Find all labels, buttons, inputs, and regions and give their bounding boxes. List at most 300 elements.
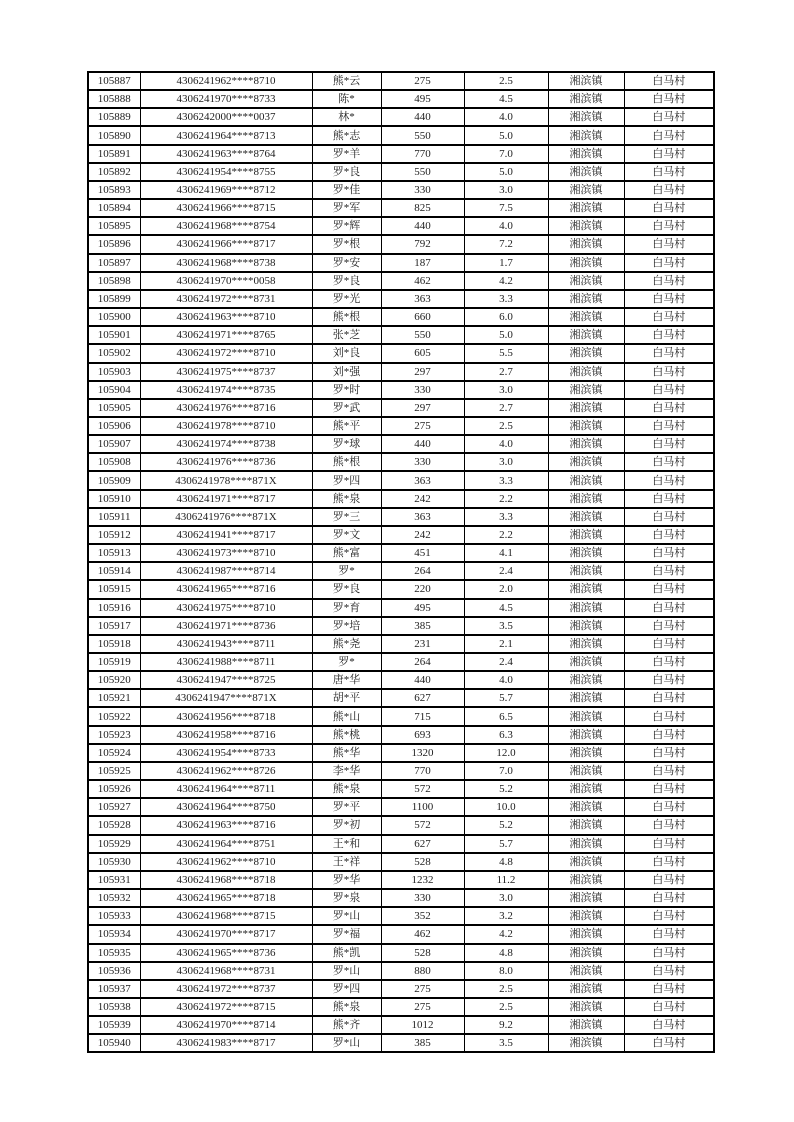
cell-area: 6.5: [464, 707, 548, 725]
cell-amount: 627: [381, 835, 464, 853]
cell-name: 熊*泉: [312, 998, 381, 1016]
cell-sequence: 105916: [88, 599, 140, 617]
cell-sequence: 105904: [88, 381, 140, 399]
cell-sequence: 105898: [88, 272, 140, 290]
cell-village: 白马村: [624, 562, 714, 580]
table-row: [88, 417, 714, 435]
cell-id_number: 4306241962****8710: [140, 853, 312, 871]
cell-amount: 297: [381, 399, 464, 417]
cell-name: 熊*云: [312, 72, 381, 90]
table-row: [88, 199, 714, 217]
cell-id_number: 4306241970****8714: [140, 1016, 312, 1034]
cell-id_number: 4306241970****8733: [140, 90, 312, 108]
cell-amount: 385: [381, 1034, 464, 1052]
cell-name: 罗*文: [312, 526, 381, 544]
table-row: [88, 471, 714, 489]
cell-id_number: 4306241972****8710: [140, 344, 312, 362]
cell-village: 白马村: [624, 435, 714, 453]
cell-amount: 275: [381, 417, 464, 435]
table-row: [88, 181, 714, 199]
table-row: [88, 871, 714, 889]
table-row: [88, 344, 714, 362]
table-row: [88, 744, 714, 762]
cell-area: 2.5: [464, 417, 548, 435]
table-row: [88, 435, 714, 453]
cell-name: 熊*平: [312, 417, 381, 435]
cell-amount: 242: [381, 526, 464, 544]
cell-sequence: 105911: [88, 508, 140, 526]
cell-sequence: 105905: [88, 399, 140, 417]
cell-area: 4.2: [464, 925, 548, 943]
cell-amount: 825: [381, 199, 464, 217]
cell-id_number: 4306241971****8736: [140, 617, 312, 635]
table-row: [88, 399, 714, 417]
cell-name: 熊*志: [312, 126, 381, 144]
cell-area: 3.2: [464, 907, 548, 925]
cell-amount: 451: [381, 544, 464, 562]
cell-town: 湘滨镇: [548, 1034, 624, 1052]
cell-id_number: 4306241970****8717: [140, 925, 312, 943]
cell-village: 白马村: [624, 490, 714, 508]
cell-area: 3.3: [464, 508, 548, 526]
cell-id_number: 4306241976****8736: [140, 453, 312, 471]
cell-area: 4.8: [464, 853, 548, 871]
cell-area: 4.0: [464, 217, 548, 235]
cell-sequence: 105899: [88, 290, 140, 308]
cell-town: 湘滨镇: [548, 254, 624, 272]
cell-town: 湘滨镇: [548, 544, 624, 562]
cell-amount: 440: [381, 108, 464, 126]
cell-name: 李*华: [312, 762, 381, 780]
cell-sequence: 105910: [88, 490, 140, 508]
cell-village: 白马村: [624, 889, 714, 907]
cell-amount: 220: [381, 580, 464, 598]
table-row: [88, 163, 714, 181]
cell-town: 湘滨镇: [548, 671, 624, 689]
cell-amount: 242: [381, 490, 464, 508]
cell-amount: 550: [381, 326, 464, 344]
cell-sequence: 105917: [88, 617, 140, 635]
cell-name: 罗*良: [312, 580, 381, 598]
cell-name: 罗*初: [312, 816, 381, 834]
cell-amount: 627: [381, 689, 464, 707]
cell-village: 白马村: [624, 199, 714, 217]
cell-town: 湘滨镇: [548, 780, 624, 798]
cell-village: 白马村: [624, 471, 714, 489]
cell-sequence: 105907: [88, 435, 140, 453]
table-row: [88, 308, 714, 326]
table-body: [88, 72, 714, 1052]
cell-sequence: 105912: [88, 526, 140, 544]
cell-id_number: 4306241968****8715: [140, 907, 312, 925]
cell-village: 白马村: [624, 980, 714, 998]
cell-amount: 550: [381, 126, 464, 144]
cell-amount: 275: [381, 998, 464, 1016]
cell-area: 4.5: [464, 90, 548, 108]
cell-village: 白马村: [624, 798, 714, 816]
cell-village: 白马村: [624, 580, 714, 598]
cell-town: 湘滨镇: [548, 889, 624, 907]
cell-area: 3.0: [464, 181, 548, 199]
cell-area: 5.7: [464, 689, 548, 707]
cell-village: 白马村: [624, 217, 714, 235]
cell-village: 白马村: [624, 762, 714, 780]
cell-town: 湘滨镇: [548, 907, 624, 925]
cell-sequence: 105890: [88, 126, 140, 144]
cell-town: 湘滨镇: [548, 689, 624, 707]
cell-village: 白马村: [624, 944, 714, 962]
cell-name: 罗*辉: [312, 217, 381, 235]
cell-area: 11.2: [464, 871, 548, 889]
cell-town: 湘滨镇: [548, 635, 624, 653]
cell-area: 4.8: [464, 944, 548, 962]
table-row: [88, 780, 714, 798]
cell-sequence: 105901: [88, 326, 140, 344]
cell-sequence: 105919: [88, 653, 140, 671]
cell-village: 白马村: [624, 925, 714, 943]
cell-area: 8.0: [464, 962, 548, 980]
cell-id_number: 4306241962****8710: [140, 72, 312, 90]
cell-town: 湘滨镇: [548, 471, 624, 489]
cell-area: 3.5: [464, 617, 548, 635]
cell-name: 罗*四: [312, 471, 381, 489]
cell-sequence: 105932: [88, 889, 140, 907]
table-row: [88, 853, 714, 871]
table-row: [88, 889, 714, 907]
cell-town: 湘滨镇: [548, 344, 624, 362]
table-row: [88, 962, 714, 980]
cell-sequence: 105914: [88, 562, 140, 580]
table-row: [88, 599, 714, 617]
cell-name: 罗*山: [312, 1034, 381, 1052]
cell-town: 湘滨镇: [548, 126, 624, 144]
cell-name: 熊*山: [312, 707, 381, 725]
cell-sequence: 105906: [88, 417, 140, 435]
cell-amount: 264: [381, 562, 464, 580]
cell-village: 白马村: [624, 181, 714, 199]
cell-id_number: 4306241947****871X: [140, 689, 312, 707]
cell-sequence: 105935: [88, 944, 140, 962]
cell-town: 湘滨镇: [548, 381, 624, 399]
cell-area: 2.2: [464, 490, 548, 508]
table-row: [88, 562, 714, 580]
cell-village: 白马村: [624, 744, 714, 762]
cell-amount: 275: [381, 72, 464, 90]
cell-id_number: 4306241978****8710: [140, 417, 312, 435]
cell-name: 罗*武: [312, 399, 381, 417]
table-row: [88, 326, 714, 344]
cell-village: 白马村: [624, 453, 714, 471]
cell-village: 白马村: [624, 653, 714, 671]
cell-town: 湘滨镇: [548, 399, 624, 417]
cell-town: 湘滨镇: [548, 762, 624, 780]
cell-village: 白马村: [624, 526, 714, 544]
cell-name: 熊*华: [312, 744, 381, 762]
cell-village: 白马村: [624, 1016, 714, 1034]
cell-village: 白马村: [624, 907, 714, 925]
cell-town: 湘滨镇: [548, 562, 624, 580]
cell-id_number: 4306241965****8718: [140, 889, 312, 907]
cell-amount: 352: [381, 907, 464, 925]
cell-area: 5.0: [464, 126, 548, 144]
cell-name: 罗*羊: [312, 145, 381, 163]
cell-sequence: 105909: [88, 471, 140, 489]
cell-village: 白马村: [624, 72, 714, 90]
table-row: [88, 272, 714, 290]
cell-name: 罗*育: [312, 599, 381, 617]
cell-name: 罗*良: [312, 163, 381, 181]
cell-amount: 1232: [381, 871, 464, 889]
cell-name: 罗*: [312, 653, 381, 671]
table-row: [88, 72, 714, 90]
cell-id_number: 4306241969****8712: [140, 181, 312, 199]
cell-amount: 440: [381, 217, 464, 235]
cell-id_number: 4306242000****0037: [140, 108, 312, 126]
cell-id_number: 4306241954****8733: [140, 744, 312, 762]
cell-id_number: 4306241964****8713: [140, 126, 312, 144]
cell-sequence: 105894: [88, 199, 140, 217]
cell-sequence: 105900: [88, 308, 140, 326]
cell-village: 白马村: [624, 707, 714, 725]
cell-id_number: 4306241962****8726: [140, 762, 312, 780]
table-row: [88, 580, 714, 598]
cell-sequence: 105895: [88, 217, 140, 235]
cell-sequence: 105923: [88, 726, 140, 744]
cell-name: 熊*根: [312, 453, 381, 471]
table-row: [88, 544, 714, 562]
table-row: [88, 381, 714, 399]
cell-amount: 297: [381, 363, 464, 381]
cell-amount: 605: [381, 344, 464, 362]
cell-id_number: 4306241964****8751: [140, 835, 312, 853]
cell-sequence: 105913: [88, 544, 140, 562]
cell-id_number: 4306241976****8716: [140, 399, 312, 417]
cell-sequence: 105921: [88, 689, 140, 707]
cell-id_number: 4306241978****871X: [140, 471, 312, 489]
cell-sequence: 105934: [88, 925, 140, 943]
cell-amount: 528: [381, 853, 464, 871]
table-row: [88, 235, 714, 253]
cell-id_number: 4306241968****8738: [140, 254, 312, 272]
cell-village: 白马村: [624, 272, 714, 290]
cell-id_number: 4306241973****8710: [140, 544, 312, 562]
cell-town: 湘滨镇: [548, 108, 624, 126]
cell-id_number: 4306241968****8731: [140, 962, 312, 980]
cell-area: 4.0: [464, 108, 548, 126]
cell-amount: 462: [381, 272, 464, 290]
cell-name: 罗*平: [312, 798, 381, 816]
cell-town: 湘滨镇: [548, 272, 624, 290]
cell-name: 王*和: [312, 835, 381, 853]
cell-village: 白马村: [624, 290, 714, 308]
cell-area: 5.2: [464, 780, 548, 798]
cell-id_number: 4306241963****8716: [140, 816, 312, 834]
cell-name: 熊*泉: [312, 780, 381, 798]
cell-amount: 275: [381, 980, 464, 998]
cell-area: 5.0: [464, 326, 548, 344]
cell-id_number: 4306241972****8715: [140, 998, 312, 1016]
cell-sequence: 105929: [88, 835, 140, 853]
cell-village: 白马村: [624, 544, 714, 562]
cell-id_number: 4306241975****8737: [140, 363, 312, 381]
cell-amount: 572: [381, 780, 464, 798]
cell-area: 2.5: [464, 72, 548, 90]
table-row: [88, 1016, 714, 1034]
cell-id_number: 4306241963****8764: [140, 145, 312, 163]
cell-amount: 792: [381, 235, 464, 253]
cell-town: 湘滨镇: [548, 835, 624, 853]
cell-name: 唐*华: [312, 671, 381, 689]
cell-village: 白马村: [624, 689, 714, 707]
cell-town: 湘滨镇: [548, 163, 624, 181]
table-row: [88, 217, 714, 235]
cell-id_number: 4306241974****8735: [140, 381, 312, 399]
cell-town: 湘滨镇: [548, 871, 624, 889]
cell-town: 湘滨镇: [548, 290, 624, 308]
cell-sequence: 105902: [88, 344, 140, 362]
cell-town: 湘滨镇: [548, 944, 624, 962]
cell-area: 7.0: [464, 145, 548, 163]
cell-sequence: 105903: [88, 363, 140, 381]
cell-id_number: 4306241965****8736: [140, 944, 312, 962]
cell-town: 湘滨镇: [548, 181, 624, 199]
cell-village: 白马村: [624, 835, 714, 853]
cell-area: 9.2: [464, 1016, 548, 1034]
cell-village: 白马村: [624, 635, 714, 653]
cell-id_number: 4306241974****8738: [140, 435, 312, 453]
cell-name: 罗*泉: [312, 889, 381, 907]
cell-sequence: 105930: [88, 853, 140, 871]
cell-sequence: 105922: [88, 707, 140, 725]
cell-id_number: 4306241965****8716: [140, 580, 312, 598]
cell-amount: 462: [381, 925, 464, 943]
table-row: [88, 816, 714, 834]
cell-area: 2.7: [464, 399, 548, 417]
cell-area: 5.2: [464, 816, 548, 834]
cell-village: 白马村: [624, 508, 714, 526]
cell-village: 白马村: [624, 599, 714, 617]
cell-village: 白马村: [624, 816, 714, 834]
cell-area: 7.0: [464, 762, 548, 780]
cell-town: 湘滨镇: [548, 72, 624, 90]
table-row: [88, 762, 714, 780]
cell-area: 3.5: [464, 1034, 548, 1052]
cell-name: 熊*根: [312, 308, 381, 326]
cell-town: 湘滨镇: [548, 363, 624, 381]
cell-area: 6.3: [464, 726, 548, 744]
cell-area: 3.0: [464, 889, 548, 907]
cell-amount: 495: [381, 90, 464, 108]
cell-id_number: 4306241972****8731: [140, 290, 312, 308]
cell-village: 白马村: [624, 326, 714, 344]
cell-area: 4.5: [464, 599, 548, 617]
cell-amount: 330: [381, 453, 464, 471]
cell-id_number: 4306241966****8717: [140, 235, 312, 253]
cell-amount: 440: [381, 435, 464, 453]
cell-sequence: 105891: [88, 145, 140, 163]
cell-name: 熊*桃: [312, 726, 381, 744]
cell-town: 湘滨镇: [548, 199, 624, 217]
table-row: [88, 508, 714, 526]
cell-amount: 330: [381, 381, 464, 399]
cell-town: 湘滨镇: [548, 853, 624, 871]
cell-town: 湘滨镇: [548, 617, 624, 635]
cell-area: 3.0: [464, 381, 548, 399]
cell-area: 7.2: [464, 235, 548, 253]
cell-village: 白马村: [624, 417, 714, 435]
cell-village: 白马村: [624, 780, 714, 798]
cell-area: 10.0: [464, 798, 548, 816]
cell-sequence: 105924: [88, 744, 140, 762]
cell-sequence: 105940: [88, 1034, 140, 1052]
cell-amount: 660: [381, 308, 464, 326]
table-row: [88, 707, 714, 725]
cell-town: 湘滨镇: [548, 90, 624, 108]
cell-name: 罗*福: [312, 925, 381, 943]
cell-amount: 385: [381, 617, 464, 635]
cell-id_number: 4306241975****8710: [140, 599, 312, 617]
cell-sequence: 105939: [88, 1016, 140, 1034]
cell-village: 白马村: [624, 617, 714, 635]
table-row: [88, 653, 714, 671]
cell-village: 白马村: [624, 998, 714, 1016]
cell-town: 湘滨镇: [548, 326, 624, 344]
cell-name: 陈*: [312, 90, 381, 108]
cell-village: 白马村: [624, 381, 714, 399]
table-row: [88, 290, 714, 308]
cell-amount: 363: [381, 471, 464, 489]
cell-id_number: 4306241956****8718: [140, 707, 312, 725]
cell-town: 湘滨镇: [548, 744, 624, 762]
cell-village: 白马村: [624, 254, 714, 272]
cell-id_number: 4306241966****8715: [140, 199, 312, 217]
cell-town: 湘滨镇: [548, 217, 624, 235]
cell-sequence: 105918: [88, 635, 140, 653]
cell-name: 王*祥: [312, 853, 381, 871]
table-row: [88, 1034, 714, 1052]
cell-id_number: 4306241947****8725: [140, 671, 312, 689]
cell-sequence: 105888: [88, 90, 140, 108]
cell-area: 3.3: [464, 471, 548, 489]
cell-id_number: 4306241983****8717: [140, 1034, 312, 1052]
cell-village: 白马村: [624, 962, 714, 980]
cell-area: 4.0: [464, 671, 548, 689]
cell-sequence: 105933: [88, 907, 140, 925]
cell-name: 胡*平: [312, 689, 381, 707]
cell-amount: 330: [381, 181, 464, 199]
cell-town: 湘滨镇: [548, 599, 624, 617]
cell-town: 湘滨镇: [548, 707, 624, 725]
cell-area: 3.3: [464, 290, 548, 308]
cell-amount: 770: [381, 762, 464, 780]
cell-amount: 330: [381, 889, 464, 907]
cell-sequence: 105915: [88, 580, 140, 598]
cell-sequence: 105896: [88, 235, 140, 253]
cell-amount: 440: [381, 671, 464, 689]
table-row: [88, 108, 714, 126]
cell-area: 4.1: [464, 544, 548, 562]
table-row: [88, 907, 714, 925]
cell-village: 白马村: [624, 163, 714, 181]
cell-id_number: 4306241970****0058: [140, 272, 312, 290]
cell-village: 白马村: [624, 671, 714, 689]
cell-id_number: 4306241976****871X: [140, 508, 312, 526]
cell-id_number: 4306241964****8711: [140, 780, 312, 798]
cell-name: 刘*良: [312, 344, 381, 362]
cell-name: 罗*良: [312, 272, 381, 290]
cell-town: 湘滨镇: [548, 490, 624, 508]
cell-sequence: 105887: [88, 72, 140, 90]
